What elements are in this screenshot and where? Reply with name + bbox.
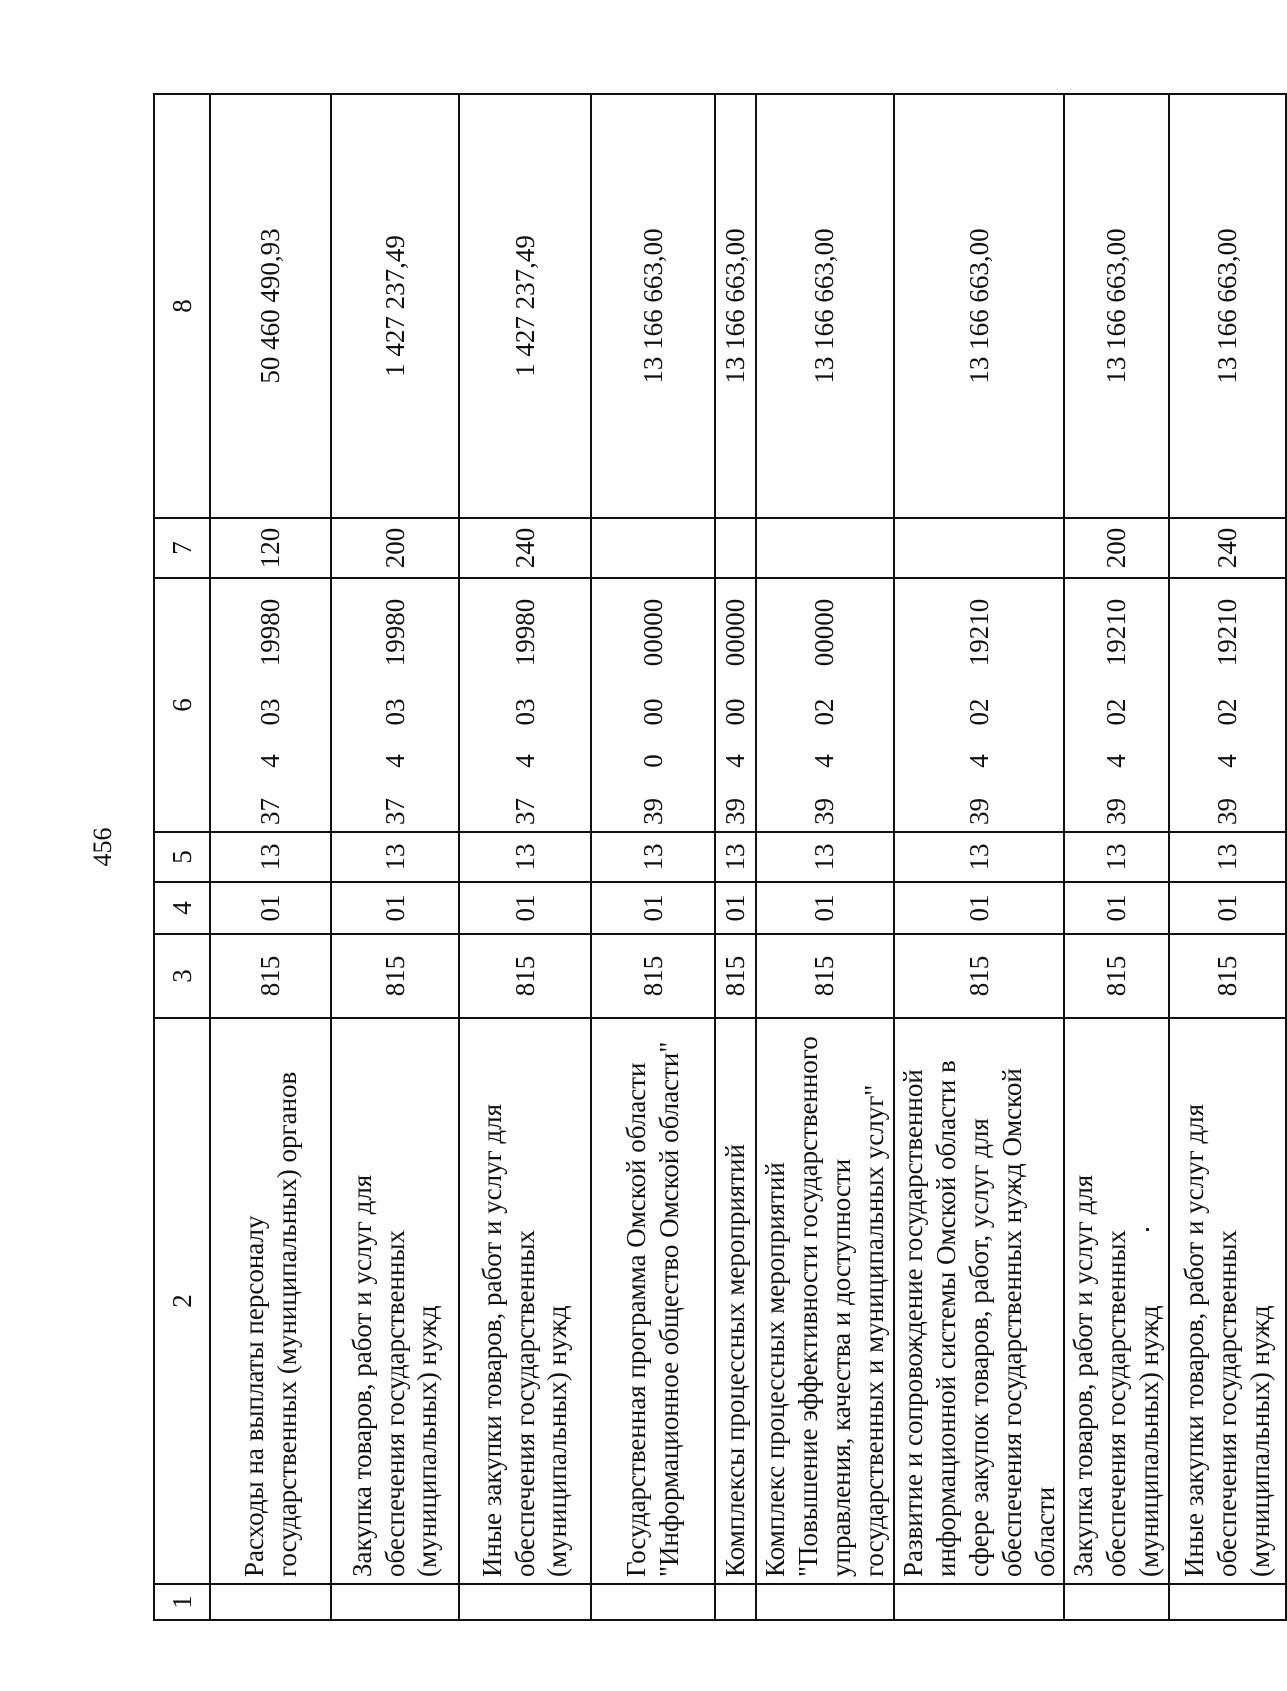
cell-col7: 120 xyxy=(210,518,331,578)
row-number-cell xyxy=(210,1584,331,1620)
code-part-1: 37 xyxy=(459,784,591,832)
code-part-4: 19980 xyxy=(210,578,331,686)
cell-col7: 200 xyxy=(331,518,459,578)
code-part-4: 19980 xyxy=(459,578,591,686)
cell-amount: 13 166 663,00 xyxy=(1169,94,1286,518)
page-number: 456 xyxy=(88,827,117,867)
code-part-3: 02 xyxy=(894,686,1065,738)
code-part-1: 39 xyxy=(1064,784,1169,832)
cell-col3: 815 xyxy=(715,934,756,1018)
column-header-6: 6 xyxy=(154,578,210,832)
code-part-3: 02 xyxy=(1169,686,1286,738)
cell-col5: 13 xyxy=(591,832,715,882)
code-part-1: 37 xyxy=(210,784,331,832)
code-part-3: 02 xyxy=(756,686,894,738)
row-number-cell xyxy=(1169,1584,1286,1620)
code-part-3: 02 xyxy=(1064,686,1169,738)
table-row xyxy=(715,94,756,1620)
cell-amount: 13 166 663,00 xyxy=(591,94,715,518)
row-number-cell xyxy=(756,1584,894,1620)
code-part-1: 39 xyxy=(1169,784,1286,832)
code-part-4: 19210 xyxy=(1064,578,1169,686)
cell-col5: 13 xyxy=(1169,832,1286,882)
code-part-4: 00000 xyxy=(715,578,756,686)
cell-col7: 240 xyxy=(459,518,591,578)
row-number-cell xyxy=(591,1584,715,1620)
code-part-4: 19210 xyxy=(894,578,1065,686)
code-part-4: 19210 xyxy=(1169,578,1286,686)
row-name: Иные закупки товаров, работ и услуг для обеспечения государственных (муниципальных) нужд xyxy=(459,1018,591,1584)
cell-col3: 815 xyxy=(1064,934,1169,1018)
code-part-2: 4 xyxy=(1169,738,1286,784)
row-number-cell xyxy=(1064,1584,1169,1620)
code-part-4: 00000 xyxy=(591,578,715,686)
cell-amount: 1 427 237,49 xyxy=(331,94,459,518)
cell-col3: 815 xyxy=(894,934,1065,1018)
cell-col4: 01 xyxy=(894,882,1065,934)
cell-col5: 13 xyxy=(459,832,591,882)
cell-col4: 01 xyxy=(756,882,894,934)
column-header-2: 2 xyxy=(154,1018,210,1584)
code-part-2: 4 xyxy=(894,738,1065,784)
cell-col3: 815 xyxy=(210,934,331,1018)
cell-col7: 200 xyxy=(1064,518,1169,578)
cell-col7 xyxy=(715,518,756,578)
cell-col3: 815 xyxy=(331,934,459,1018)
row-number-cell xyxy=(331,1584,459,1620)
column-header-7: 7 xyxy=(154,518,210,578)
column-header-4: 4 xyxy=(154,882,210,934)
column-header-1: 1 xyxy=(154,1584,210,1620)
row-name: Закупка товаров, работ и услуг для обеспечения государственных (муниципальных) нужд xyxy=(331,1018,459,1584)
code-part-4: 00000 xyxy=(756,578,894,686)
cell-amount: 13 166 663,00 xyxy=(756,94,894,518)
row-name: Комплексы процессных мероприятий xyxy=(715,1018,756,1584)
cell-col3: 815 xyxy=(591,934,715,1018)
code-part-3: 03 xyxy=(459,686,591,738)
row-name: Закупка товаров, работ и услуг для обеспечения государственных (муниципальных) нужд xyxy=(1064,1018,1169,1584)
cell-col3: 815 xyxy=(459,934,591,1018)
code-part-3: 03 xyxy=(331,686,459,738)
code-part-3: 03 xyxy=(210,686,331,738)
table-row xyxy=(894,94,1065,1620)
code-part-2: 0 xyxy=(591,738,715,784)
column-header-8: 8 xyxy=(154,94,210,518)
cell-amount: 50 460 490,93 xyxy=(210,94,331,518)
code-part-1: 39 xyxy=(715,784,756,832)
code-part-2: 4 xyxy=(715,738,756,784)
code-part-4: 19980 xyxy=(331,578,459,686)
code-part-2: 4 xyxy=(1064,738,1169,784)
table-row xyxy=(756,94,894,1620)
code-part-2: 4 xyxy=(210,738,331,784)
column-header-3: 3 xyxy=(154,934,210,1018)
scan-speck xyxy=(1146,1228,1149,1231)
budget-table xyxy=(153,93,1287,1621)
cell-amount: 1 427 237,49 xyxy=(459,94,591,518)
code-part-2: 4 xyxy=(756,738,894,784)
row-number-cell xyxy=(715,1584,756,1620)
cell-col5: 13 xyxy=(756,832,894,882)
cell-col5: 13 xyxy=(210,832,331,882)
code-part-1: 39 xyxy=(756,784,894,832)
cell-col4: 01 xyxy=(591,882,715,934)
code-part-2: 4 xyxy=(331,738,459,784)
code-part-2: 4 xyxy=(459,738,591,784)
cell-col4: 01 xyxy=(1169,882,1286,934)
cell-col7 xyxy=(894,518,1065,578)
cell-col4: 01 xyxy=(331,882,459,934)
cell-amount: 13 166 663,00 xyxy=(894,94,1065,518)
cell-col5: 13 xyxy=(1064,832,1169,882)
cell-col4: 01 xyxy=(459,882,591,934)
cell-col3: 815 xyxy=(1169,934,1286,1018)
row-name: Иные закупки товаров, работ и услуг для обеспечения государственных (муниципальных) нужд xyxy=(1169,1018,1286,1584)
table-row xyxy=(1064,94,1169,1620)
row-name: Расходы на выплаты персоналу государственных (муниципальных) органов xyxy=(210,1018,331,1584)
table-row xyxy=(459,94,591,1620)
cell-col7 xyxy=(756,518,894,578)
code-part-3: 00 xyxy=(715,686,756,738)
table-row xyxy=(591,94,715,1620)
cell-col4: 01 xyxy=(715,882,756,934)
table-row xyxy=(1169,94,1286,1620)
row-number-cell xyxy=(459,1584,591,1620)
column-header-5: 5 xyxy=(154,832,210,882)
row-name: Развитие и сопровождение государственной информационной системы Омской области в сфере закупок товаров, работ, услуг для обеспечения государственных нужд Омской области xyxy=(894,1018,1065,1584)
cell-col4: 01 xyxy=(1064,882,1169,934)
cell-col5: 13 xyxy=(894,832,1065,882)
table-row xyxy=(210,94,331,1620)
cell-col5: 13 xyxy=(331,832,459,882)
cell-col7 xyxy=(591,518,715,578)
cell-amount: 13 166 663,00 xyxy=(715,94,756,518)
code-part-3: 00 xyxy=(591,686,715,738)
cell-col3: 815 xyxy=(756,934,894,1018)
cell-col4: 01 xyxy=(210,882,331,934)
code-part-1: 39 xyxy=(591,784,715,832)
code-part-1: 37 xyxy=(331,784,459,832)
cell-amount: 13 166 663,00 xyxy=(1064,94,1169,518)
cell-col7: 240 xyxy=(1169,518,1286,578)
code-part-1: 39 xyxy=(894,784,1065,832)
cell-col5: 13 xyxy=(715,832,756,882)
row-name: Комплекс процессных мероприятий "Повышение эффективности государственного управления, качества и доступности государственных и муниципальных услуг" xyxy=(756,1018,894,1584)
row-name: Государственная программа Омской области "Информационное общество Омской области" xyxy=(591,1018,715,1584)
header-row xyxy=(154,94,210,1620)
row-number-cell xyxy=(894,1584,1065,1620)
table-row xyxy=(331,94,459,1620)
